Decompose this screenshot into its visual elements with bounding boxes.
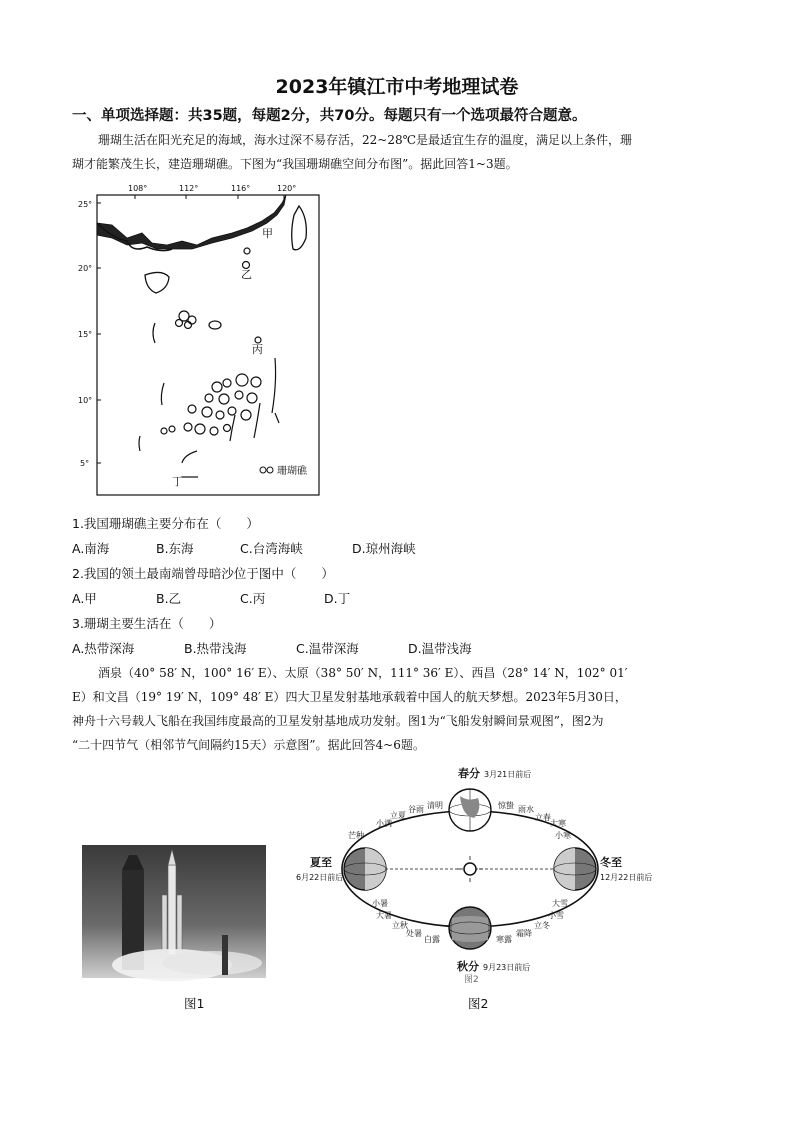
winter-solstice-label: 冬至 <box>600 856 622 869</box>
intro2-line: E）和文昌（19° 19′ N，109° 48′ E）四大卫星发射基地承载着中国人的航天梦想。2023年5月30日， <box>72 690 627 704</box>
question-3-stem: 3.珊瑚主要生活在（ ） <box>72 616 222 631</box>
autumn-date: 9月23日前后 <box>483 963 531 972</box>
option-c[interactable]: C.丙 <box>240 591 266 606</box>
term-label: 立夏 <box>390 811 406 820</box>
spring-date: 3月21日前后 <box>484 770 532 779</box>
lat-label: 15° <box>78 330 93 339</box>
page-title: 2023年镇江市中考地理试卷 <box>275 76 519 98</box>
question-2-stem: 2.我国的领土最南端曾母暗沙位于图中（ ） <box>72 566 334 581</box>
option-c[interactable]: C.温带深海 <box>296 641 359 656</box>
lat-label: 25° <box>78 200 93 209</box>
autumn-equinox-label: 秋分 <box>457 960 479 973</box>
winter-date: 12月22日前后 <box>600 873 653 882</box>
option-b[interactable]: B.东海 <box>156 541 194 556</box>
intro2-line: 神舟十六号载人飞船在我国纬度最高的卫星发射基地成功发射。图1为“飞船发射瞬间景观图”，图2为 <box>72 714 604 728</box>
intro-paragraph-2 <box>72 661 720 757</box>
figure-1-caption: 图1 <box>184 996 205 1011</box>
option-d[interactable]: D.温带浅海 <box>408 641 472 656</box>
figure-2-caption: 图2 <box>468 996 489 1011</box>
option-a[interactable]: A.热带深海 <box>72 641 135 656</box>
term-label: 芒种 <box>348 831 364 840</box>
term-label: 霜降 <box>516 929 532 938</box>
section-heading: 一、单项选择题：共35题，每题2分，共70分。每题只有一个选项最符合题意。 <box>72 108 587 124</box>
lat-label: 20° <box>78 264 93 273</box>
term-label: 小满 <box>376 819 392 828</box>
term-label: 谷雨 <box>408 805 424 814</box>
earth-winter <box>554 848 596 890</box>
intro2-line: 酒泉（40° 58′ N，100° 16′ E）、太原（38° 50′ N，111° 36′ E）、西昌（28° 14′ N，102° 01′ <box>98 666 628 680</box>
term-label: 处暑 <box>406 929 422 938</box>
intro1-line: 瑚才能繁茂生长，建造珊瑚礁。下图为“我国珊瑚礁空间分布图”。据此回答1~3题。 <box>72 157 518 171</box>
rocket-icon <box>168 865 176 955</box>
term-label: 雨水 <box>518 805 534 814</box>
intro-paragraph-1 <box>72 128 720 176</box>
lon-label: 108° <box>128 184 148 193</box>
question-1-stem: 1.我国珊瑚礁主要分布在（ ） <box>72 516 259 531</box>
term-label: 小寒 <box>555 831 571 840</box>
option-b[interactable]: B.乙 <box>156 591 182 606</box>
summer-date: 6月22日前后 <box>296 873 344 882</box>
intro2-line: “二十四节气（相邻节气间隔约15天）示意图”。据此回答4~6题。 <box>72 738 425 752</box>
term-label: 寒露 <box>496 935 512 944</box>
option-a[interactable]: A.甲 <box>72 591 97 606</box>
option-b[interactable]: B.热带浅海 <box>184 641 247 656</box>
term-label: 小雪 <box>548 911 564 920</box>
cut-off-caption: 图2 <box>464 975 479 985</box>
spring-equinox-label: 春分 <box>458 767 480 780</box>
place-label-ding: 丁 <box>172 475 183 488</box>
term-label: 立秋 <box>392 921 408 930</box>
lon-label: 116° <box>231 184 251 193</box>
option-d[interactable]: D.丁 <box>324 591 351 606</box>
solar-terms-diagram <box>290 766 653 985</box>
term-label: 白露 <box>424 935 440 944</box>
option-c[interactable]: C.台湾海峡 <box>240 541 303 556</box>
term-label: 大暑 <box>376 911 392 920</box>
lat-label: 10° <box>78 396 93 405</box>
option-a[interactable]: A.南海 <box>72 541 110 556</box>
term-label: 大寒 <box>550 819 566 828</box>
lat-label: 5° <box>80 459 90 468</box>
intro1-line: 珊瑚生活在阳光充足的海域，海水过深不易存活，22~28℃是最适宜生存的温度，满足以上条件，珊 <box>98 133 633 147</box>
term-label: 小暑 <box>372 899 388 908</box>
lon-label: 120° <box>277 184 297 193</box>
earth-autumn <box>449 907 491 949</box>
earth-summer <box>344 848 386 890</box>
summer-solstice-label: 夏至 <box>310 856 332 869</box>
place-label-yi: 乙 <box>241 268 252 281</box>
coral-reef-map <box>72 183 324 501</box>
earth-spring <box>449 789 491 831</box>
lon-label: 112° <box>179 184 199 193</box>
place-label-bing: 丙 <box>252 343 263 356</box>
sun-icon <box>464 863 476 875</box>
option-d[interactable]: D.琼州海峡 <box>352 541 416 556</box>
term-label: 惊蛰 <box>498 801 514 810</box>
term-label: 大雪 <box>552 899 568 908</box>
rocket-launch-photo <box>82 845 266 978</box>
legend-label: 珊瑚礁 <box>277 466 307 477</box>
term-label: 立春 <box>535 813 551 822</box>
term-label: 立冬 <box>534 921 550 930</box>
place-label-jia: 甲 <box>262 227 273 240</box>
term-label: 清明 <box>427 801 443 810</box>
